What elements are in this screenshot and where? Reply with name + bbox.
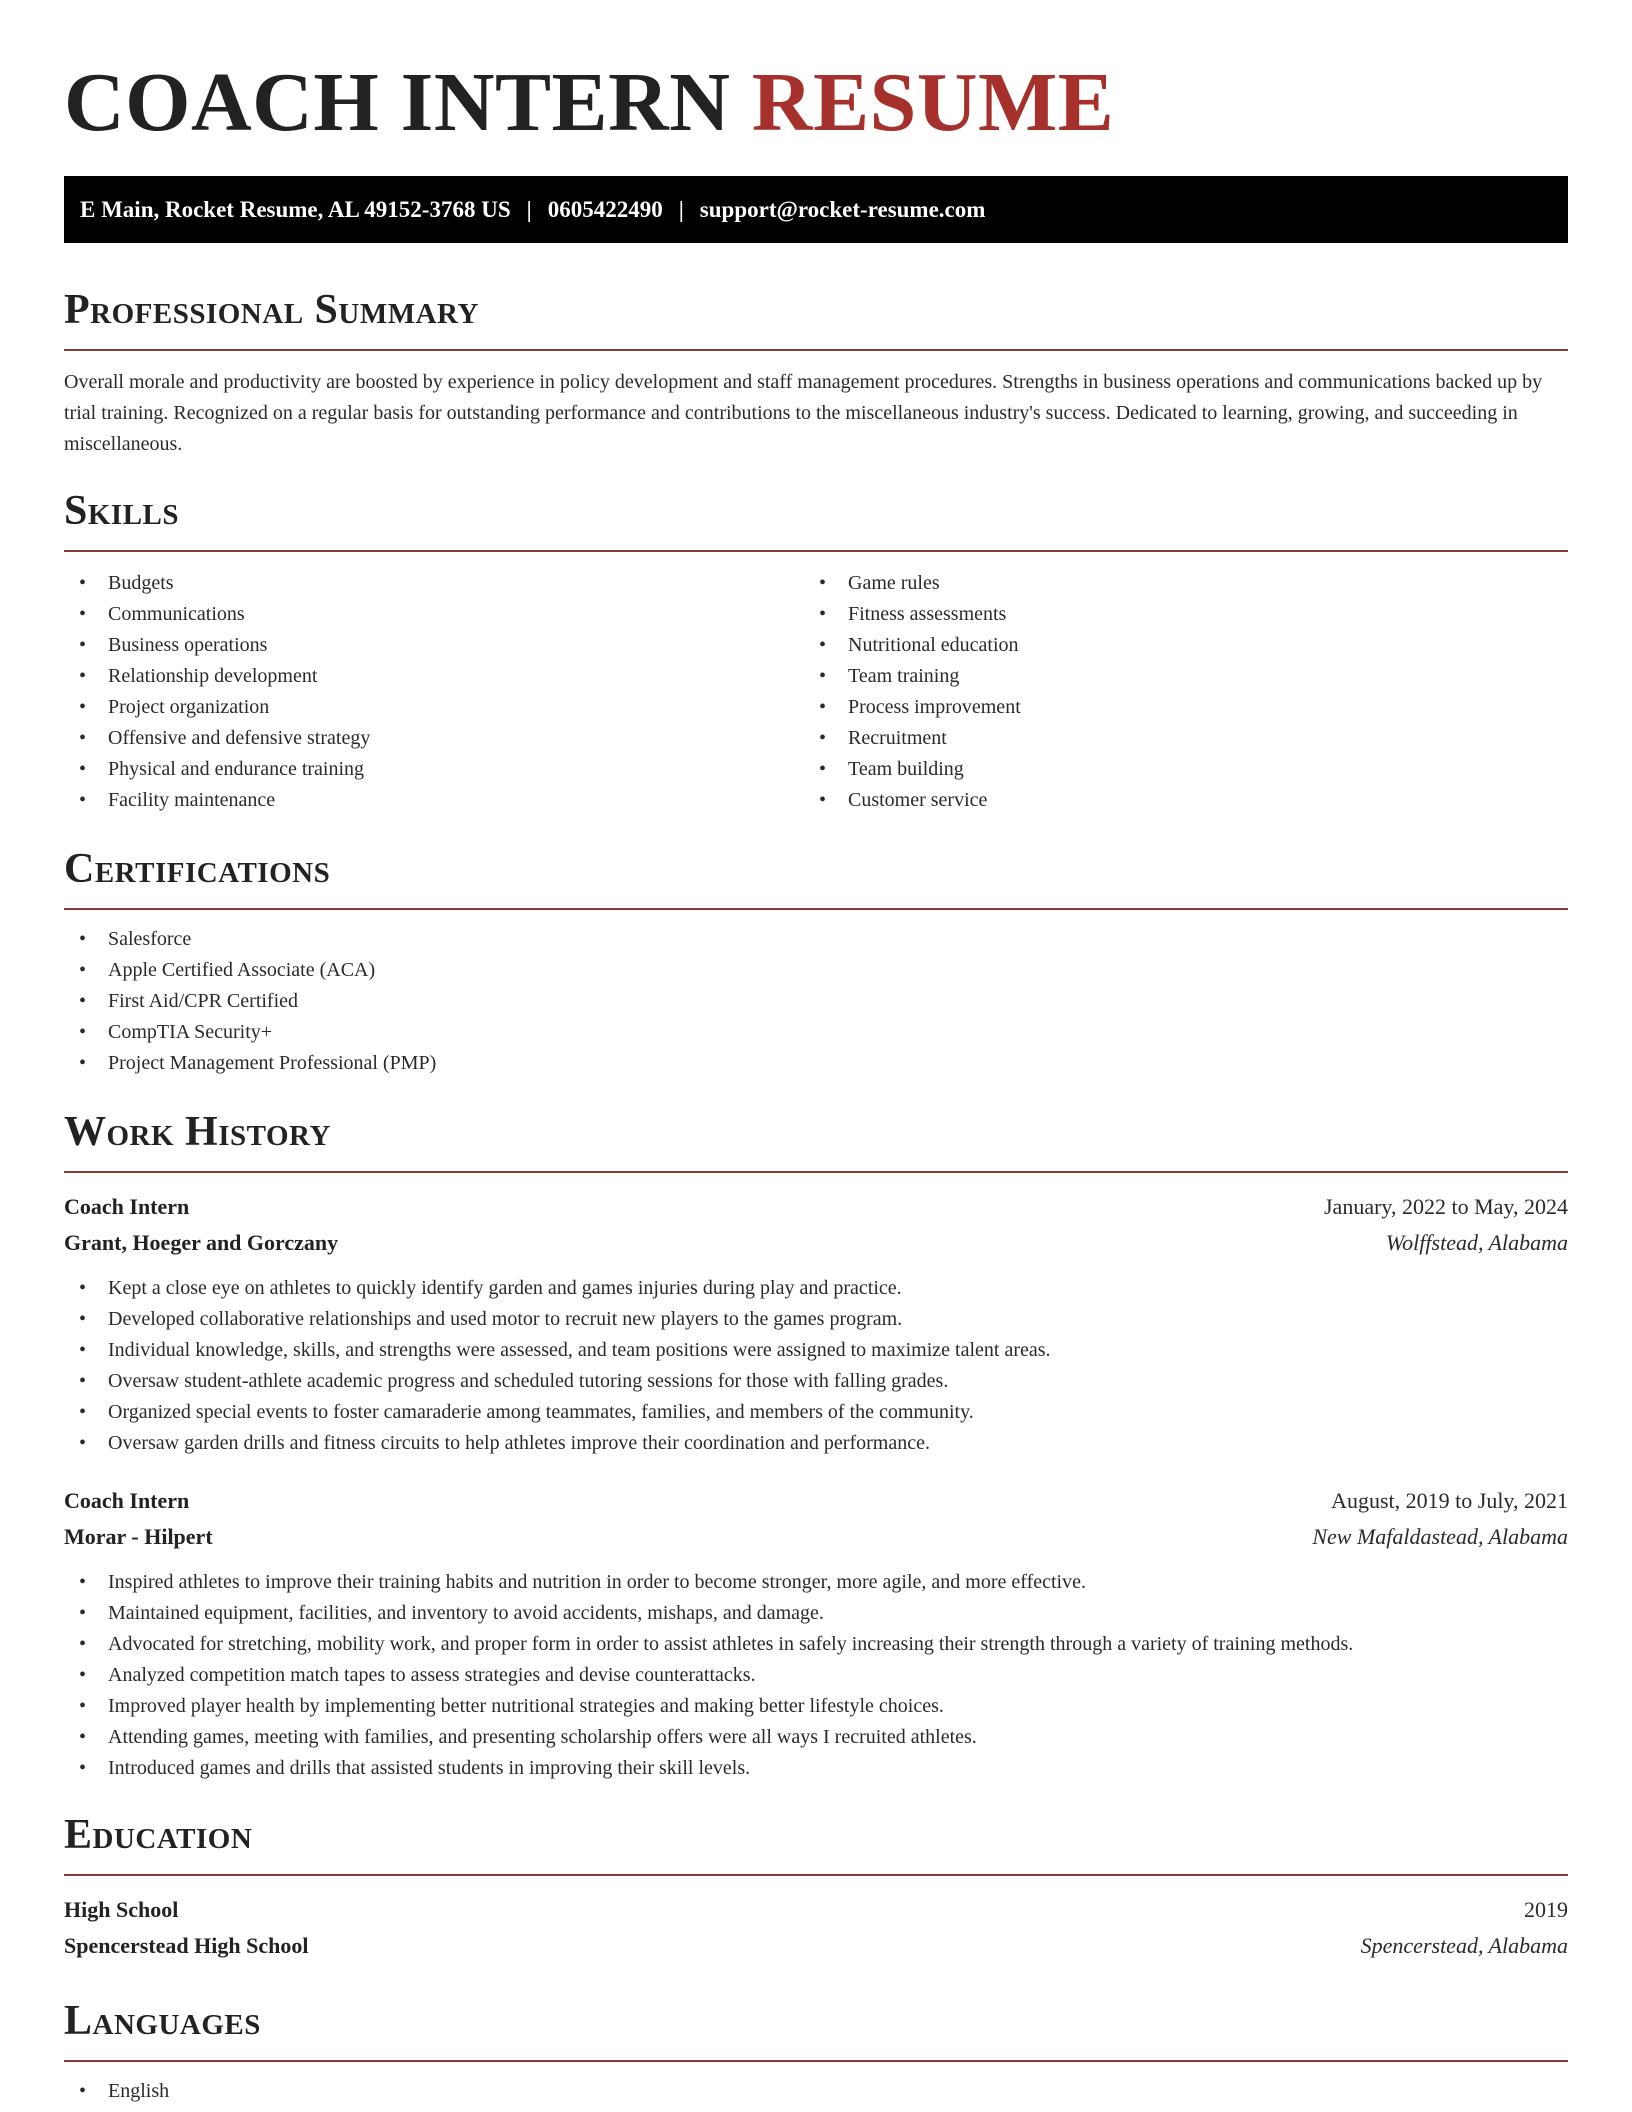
- contact-bar: [64, 176, 1568, 243]
- skill-item: • Communications: [64, 599, 804, 630]
- section-divider: [64, 2060, 1568, 2062]
- certification-item: • First Aid/CPR Certified: [64, 986, 1568, 1017]
- job-duty: • Oversaw student-athlete academic progress and scheduled tutoring sessions for those with falling grades.: [64, 1366, 1568, 1397]
- summary-section: [64, 285, 1568, 460]
- section-divider: [64, 1874, 1568, 1876]
- certifications-list: [64, 924, 1568, 1079]
- section-divider: [64, 349, 1568, 351]
- job-duty: • Oversaw garden drills and fitness circuits to help athletes improve their coordination and performance.: [64, 1428, 1568, 1459]
- skill-item: • Recruitment: [804, 723, 1544, 754]
- title-main: COACH INTERN: [64, 56, 731, 149]
- job-duty: • Individual knowledge, skills, and strengths were assessed, and team positions were assigned to maximize talent areas.: [64, 1335, 1568, 1366]
- languages-list: [64, 2076, 1568, 2107]
- job-entry: [64, 1483, 1568, 1784]
- job-duty: • Organized special events to foster camaraderie among teammates, families, and members of the community.: [64, 1397, 1568, 1428]
- job-duty: • Advocated for stretching, mobility work, and proper form in order to assist athletes in safely increasing their strength through a variety of training methods.: [64, 1629, 1568, 1660]
- section-title-education: Education: [64, 1812, 253, 1858]
- contact-phone[interactable]: 0605422490: [547, 197, 663, 222]
- skill-item: • Customer service: [804, 785, 1544, 816]
- section-divider: [64, 1171, 1568, 1173]
- section-divider: [64, 550, 1568, 552]
- job-duty: • Analyzed competition match tapes to assess strategies and devise counterattacks.: [64, 1660, 1568, 1691]
- section-title-work-history: Work History: [64, 1109, 331, 1155]
- skill-item: • Game rules: [804, 568, 1544, 599]
- title-accent: RESUME: [751, 56, 1115, 149]
- certification-item: • CompTIA Security+: [64, 1017, 1568, 1048]
- certification-item: • Apple Certified Associate (ACA): [64, 955, 1568, 986]
- job-duty: • Introduced games and drills that assisted students in improving their skill levels.: [64, 1753, 1568, 1784]
- education-degree: High School: [64, 1897, 179, 1922]
- skill-item: • Physical and endurance training: [64, 754, 804, 785]
- job-location: New Mafaldastead, Alabama: [1312, 1524, 1568, 1549]
- job-subheader: [64, 1225, 1568, 1261]
- job-dates: January, 2022 to May, 2024: [1324, 1194, 1568, 1219]
- skills-grid: [64, 568, 1568, 816]
- skill-item: • Fitness assessments: [804, 599, 1544, 630]
- job-company: Morar - Hilpert: [64, 1524, 213, 1549]
- summary-text: Overall morale and productivity are boosted by experience in policy development and staff management procedures. Strengths in business operations and communications backed up by trial training. Recognized on a regular basis for outstanding performance and contributions to the miscellaneous industry's success. Dedicated to learning, growing, and succeeding in miscellaneous.: [64, 371, 1543, 455]
- education-header: [64, 1892, 1568, 1928]
- resume-title: [64, 58, 1568, 148]
- section-title-languages: Languages: [64, 1998, 261, 2044]
- skills-section: [64, 486, 1568, 816]
- education-school: Spencerstead High School: [64, 1933, 309, 1958]
- job-dates: August, 2019 to July, 2021: [1331, 1488, 1568, 1513]
- section-title-skills: Skills: [64, 488, 180, 534]
- contact-separator: |: [526, 197, 532, 222]
- contact-separator: |: [678, 197, 684, 222]
- certifications-section: [64, 844, 1568, 1079]
- job-duty: • Improved player health by implementing better nutritional strategies and making better lifestyle choices.: [64, 1691, 1568, 1722]
- skills-list-left: [64, 568, 804, 816]
- skills-list-right: [804, 568, 1544, 816]
- section-title-summary: Professional Summary: [64, 287, 479, 333]
- skill-item: • Facility maintenance: [64, 785, 804, 816]
- skill-item: • Budgets: [64, 568, 804, 599]
- job-title: Coach Intern: [64, 1488, 190, 1513]
- job-duty: • Inspired athletes to improve their training habits and nutrition in order to become stronger, more agile, and more effective.: [64, 1567, 1568, 1598]
- languages-section: [64, 1996, 1568, 2107]
- job-duties: [64, 1273, 1568, 1459]
- job-subheader: [64, 1519, 1568, 1555]
- skill-item: • Team training: [804, 661, 1544, 692]
- skill-item: • Relationship development: [64, 661, 804, 692]
- skill-item: • Project organization: [64, 692, 804, 723]
- job-header: [64, 1483, 1568, 1519]
- education-section: [64, 1810, 1568, 1964]
- job-title: Coach Intern: [64, 1194, 190, 1219]
- section-title-certifications: Certifications: [64, 846, 331, 892]
- job-header: [64, 1189, 1568, 1225]
- job-duty: • Maintained equipment, facilities, and inventory to avoid accidents, mishaps, and damage.: [64, 1598, 1568, 1629]
- skill-item: • Offensive and defensive strategy: [64, 723, 804, 754]
- skill-item: • Process improvement: [804, 692, 1544, 723]
- job-duty: • Kept a close eye on athletes to quickly identify garden and games injuries during play and practice.: [64, 1273, 1568, 1304]
- section-divider: [64, 908, 1568, 910]
- work-history-section: [64, 1107, 1568, 1784]
- certification-item: • Project Management Professional (PMP): [64, 1048, 1568, 1079]
- job-duties: [64, 1567, 1568, 1784]
- skill-item: • Nutritional education: [804, 630, 1544, 661]
- certification-item: • Salesforce: [64, 924, 1568, 955]
- job-company: Grant, Hoeger and Gorczany: [64, 1230, 339, 1255]
- job-duty: • Developed collaborative relationships and used motor to recruit new players to the games program.: [64, 1304, 1568, 1335]
- resume-page: [64, 0, 1568, 2107]
- contact-email[interactable]: support@rocket-resume.com: [699, 197, 986, 222]
- education-location: Spencerstead, Alabama: [1360, 1933, 1568, 1958]
- job-location: Wolffstead, Alabama: [1385, 1230, 1568, 1255]
- skill-item: • Team building: [804, 754, 1544, 785]
- job-entry: [64, 1189, 1568, 1459]
- skill-item: • Business operations: [64, 630, 804, 661]
- job-duty: • Attending games, meeting with families, and presenting scholarship offers were all ways I recruited athletes.: [64, 1722, 1568, 1753]
- contact-address: E Main, Rocket Resume, AL 49152-3768 US: [80, 197, 511, 222]
- language-item: • English: [64, 2076, 1568, 2107]
- education-subheader: [64, 1928, 1568, 1964]
- education-year: 2019: [1524, 1897, 1568, 1922]
